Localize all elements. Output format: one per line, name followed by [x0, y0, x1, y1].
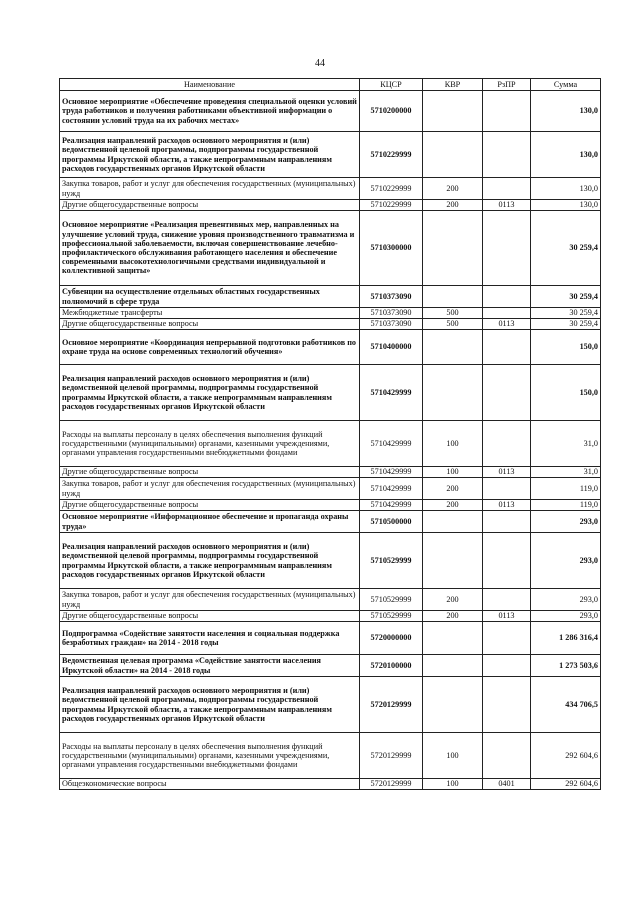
cell-rzpr: [483, 421, 531, 467]
table-row: [60, 132, 601, 178]
cell-sum: 130,0: [531, 200, 601, 211]
cell-sum: 1 273 503,6: [531, 655, 601, 677]
cell-kvr: 100: [423, 467, 483, 478]
table-row: [60, 622, 601, 655]
table-row: [60, 733, 601, 779]
cell-sum: 30 259,4: [531, 211, 601, 286]
table-row: [60, 655, 601, 677]
cell-sum: 292 604,6: [531, 779, 601, 790]
table-row: [60, 178, 601, 200]
cell-kcsr: 5710529999: [360, 589, 423, 611]
cell-sum: 1 286 316,4: [531, 622, 601, 655]
cell-kcsr: 5710373090: [360, 308, 423, 319]
cell-rzpr: 0113: [483, 467, 531, 478]
column-header-kvr: КВР: [423, 79, 483, 91]
table-row: [60, 308, 601, 319]
cell-kvr: [423, 365, 483, 421]
cell-name: Основное мероприятие «Обеспечение проведения специальной оценки условий труда работников и получения работниками объективной информации о состоянии условий труда на их рабочих местах»: [60, 91, 360, 132]
cell-rzpr: [483, 178, 531, 200]
cell-name: Другие общегосударственные вопросы: [60, 500, 360, 511]
table-row: [60, 211, 601, 286]
cell-kcsr: 5710429999: [360, 500, 423, 511]
cell-name: Общеэкономические вопросы: [60, 779, 360, 790]
cell-name: Основное мероприятие «Координация непрерывной подготовки работников по охране труда на основе современных технологий обучения»: [60, 330, 360, 365]
cell-name: Основное мероприятие «Информационное обеспечение и пропаганда охраны труда»: [60, 511, 360, 533]
cell-sum: 292 604,6: [531, 733, 601, 779]
cell-kvr: [423, 677, 483, 733]
cell-sum: 293,0: [531, 611, 601, 622]
table-row: [60, 365, 601, 421]
cell-kcsr: 5720129999: [360, 733, 423, 779]
cell-kvr: 200: [423, 178, 483, 200]
cell-sum: 150,0: [531, 365, 601, 421]
cell-rzpr: [483, 286, 531, 308]
cell-sum: 130,0: [531, 132, 601, 178]
cell-sum: 293,0: [531, 589, 601, 611]
cell-kvr: [423, 132, 483, 178]
table-row: [60, 421, 601, 467]
cell-kvr: 200: [423, 200, 483, 211]
cell-name: Расходы на выплаты персоналу в целях обеспечения выполнения функций государственными (муниципальными) органами, казенными учреждениями, органами управления государственными внебюджетными фондами: [60, 733, 360, 779]
table-row: [60, 589, 601, 611]
cell-kvr: [423, 286, 483, 308]
table-row: [60, 330, 601, 365]
cell-kcsr: 5710373090: [360, 319, 423, 330]
table-row: [60, 500, 601, 511]
cell-name: Реализация направлений расходов основного мероприятия и (или) ведомственной целевой программы, подпрограммы государственной программы Иркутской области, а также непрограммным направлениям расходов государственных органов Иркутской области: [60, 533, 360, 589]
cell-name: Закупка товаров, работ и услуг для обеспечения государственных (муниципальных) нужд: [60, 178, 360, 200]
cell-name: Другие общегосударственные вопросы: [60, 467, 360, 478]
cell-sum: 293,0: [531, 511, 601, 533]
cell-rzpr: [483, 733, 531, 779]
table-row: [60, 286, 601, 308]
cell-rzpr: [483, 511, 531, 533]
cell-name: Закупка товаров, работ и услуг для обеспечения государственных (муниципальных) нужд: [60, 589, 360, 611]
table-header-row: [60, 79, 601, 91]
cell-sum: 30 259,4: [531, 319, 601, 330]
cell-kcsr: 5710400000: [360, 330, 423, 365]
cell-name: Другие общегосударственные вопросы: [60, 319, 360, 330]
cell-name: Закупка товаров, работ и услуг для обеспечения государственных (муниципальных) нужд: [60, 478, 360, 500]
cell-rzpr: [483, 308, 531, 319]
cell-kcsr: 5710429999: [360, 478, 423, 500]
cell-kvr: 100: [423, 733, 483, 779]
cell-kcsr: 5710429999: [360, 365, 423, 421]
cell-rzpr: [483, 677, 531, 733]
cell-sum: 30 259,4: [531, 286, 601, 308]
cell-sum: 119,0: [531, 478, 601, 500]
cell-name: Другие общегосударственные вопросы: [60, 611, 360, 622]
table-row: [60, 677, 601, 733]
table-row: [60, 478, 601, 500]
table-row: [60, 91, 601, 132]
table-row: [60, 319, 601, 330]
cell-rzpr: [483, 533, 531, 589]
cell-rzpr: [483, 330, 531, 365]
cell-kvr: 200: [423, 611, 483, 622]
cell-kvr: 200: [423, 478, 483, 500]
cell-kcsr: 5710229999: [360, 178, 423, 200]
cell-kvr: [423, 511, 483, 533]
cell-kvr: [423, 330, 483, 365]
cell-kcsr: 5710229999: [360, 132, 423, 178]
cell-rzpr: [483, 655, 531, 677]
cell-kcsr: 5710373090: [360, 286, 423, 308]
cell-kvr: 500: [423, 319, 483, 330]
cell-name: Основное мероприятие «Реализация превентивных мер, направленных на улучшение условий труда, снижение уровня производственного травматизма и профессиональной заболеваемости, включая совершенствование лечебно-профилактического обслуживания работающего населения и обеспечение современными высокотехнологичными средствами индивидуальной и коллективной защиты»: [60, 211, 360, 286]
cell-kcsr: 5710200000: [360, 91, 423, 132]
cell-sum: 150,0: [531, 330, 601, 365]
cell-kcsr: 5710429999: [360, 421, 423, 467]
table-row: [60, 511, 601, 533]
cell-kcsr: 5720100000: [360, 655, 423, 677]
cell-rzpr: [483, 589, 531, 611]
cell-kcsr: 5710500000: [360, 511, 423, 533]
column-header-sum: Сумма: [531, 79, 601, 91]
cell-rzpr: [483, 365, 531, 421]
cell-kvr: 100: [423, 779, 483, 790]
cell-kvr: [423, 622, 483, 655]
table-row: [60, 611, 601, 622]
cell-sum: 31,0: [531, 421, 601, 467]
cell-rzpr: 0113: [483, 319, 531, 330]
table-row: [60, 200, 601, 211]
table-row: [60, 533, 601, 589]
cell-sum: 30 259,4: [531, 308, 601, 319]
cell-name: Реализация направлений расходов основного мероприятия и (или) ведомственной целевой программы, подпрограммы государственной программы Иркутской области, а также непрограммным направлениям расходов государственных органов Иркутской области: [60, 132, 360, 178]
cell-kcsr: 5710529999: [360, 533, 423, 589]
cell-sum: 130,0: [531, 91, 601, 132]
cell-name: Ведомственная целевая программа «Содействие занятости населения Иркутской области» на 2014 - 2018 годы: [60, 655, 360, 677]
cell-rzpr: [483, 91, 531, 132]
column-header-name: Наименование: [60, 79, 360, 91]
cell-kvr: [423, 91, 483, 132]
cell-kvr: 200: [423, 500, 483, 511]
cell-kcsr: 5720129999: [360, 677, 423, 733]
cell-rzpr: [483, 478, 531, 500]
cell-kcsr: 5710300000: [360, 211, 423, 286]
cell-kvr: 200: [423, 589, 483, 611]
cell-name: Расходы на выплаты персоналу в целях обеспечения выполнения функций государственными (муниципальными) органами, казенными учреждениями, органами управления государственными внебюджетными фондами: [60, 421, 360, 467]
cell-kcsr: 5710229999: [360, 200, 423, 211]
cell-sum: 31,0: [531, 467, 601, 478]
cell-rzpr: [483, 622, 531, 655]
cell-rzpr: 0113: [483, 200, 531, 211]
cell-name: Реализация направлений расходов основного мероприятия и (или) ведомственной целевой программы, подпрограммы государственной программы Иркутской области, а также непрограммным направлениям расходов государственных органов Иркутской области: [60, 677, 360, 733]
cell-name: Субвенции на осуществление отдельных областных государственных полномочий в сфере труда: [60, 286, 360, 308]
cell-kvr: [423, 655, 483, 677]
column-header-kcsr: КЦСР: [360, 79, 423, 91]
cell-name: Реализация направлений расходов основного мероприятия и (или) ведомственной целевой программы, подпрограммы государственной программы Иркутской области, а также непрограммным направлениям расходов государственных органов Иркутской области: [60, 365, 360, 421]
cell-name: Подпрограмма «Содействие занятости населения и социальная поддержка безработных граждан» на 2014 - 2018 годы: [60, 622, 360, 655]
cell-kvr: [423, 211, 483, 286]
cell-sum: 130,0: [531, 178, 601, 200]
cell-kcsr: 5710429999: [360, 467, 423, 478]
cell-kcsr: 5710529999: [360, 611, 423, 622]
budget-table: [59, 78, 601, 790]
cell-kcsr: 5720000000: [360, 622, 423, 655]
cell-rzpr: [483, 211, 531, 286]
cell-kcsr: 5720129999: [360, 779, 423, 790]
cell-name: Другие общегосударственные вопросы: [60, 200, 360, 211]
cell-rzpr: [483, 132, 531, 178]
cell-kvr: [423, 533, 483, 589]
cell-kvr: 100: [423, 421, 483, 467]
cell-rzpr: 0113: [483, 611, 531, 622]
table-row: [60, 467, 601, 478]
page-number: 44: [315, 58, 325, 69]
cell-sum: 293,0: [531, 533, 601, 589]
table-row: [60, 779, 601, 790]
cell-name: Межбюджетные трансферты: [60, 308, 360, 319]
cell-rzpr: 0401: [483, 779, 531, 790]
cell-rzpr: 0113: [483, 500, 531, 511]
column-header-rzpr: РзПР: [483, 79, 531, 91]
cell-sum: 434 706,5: [531, 677, 601, 733]
cell-kvr: 500: [423, 308, 483, 319]
cell-sum: 119,0: [531, 500, 601, 511]
